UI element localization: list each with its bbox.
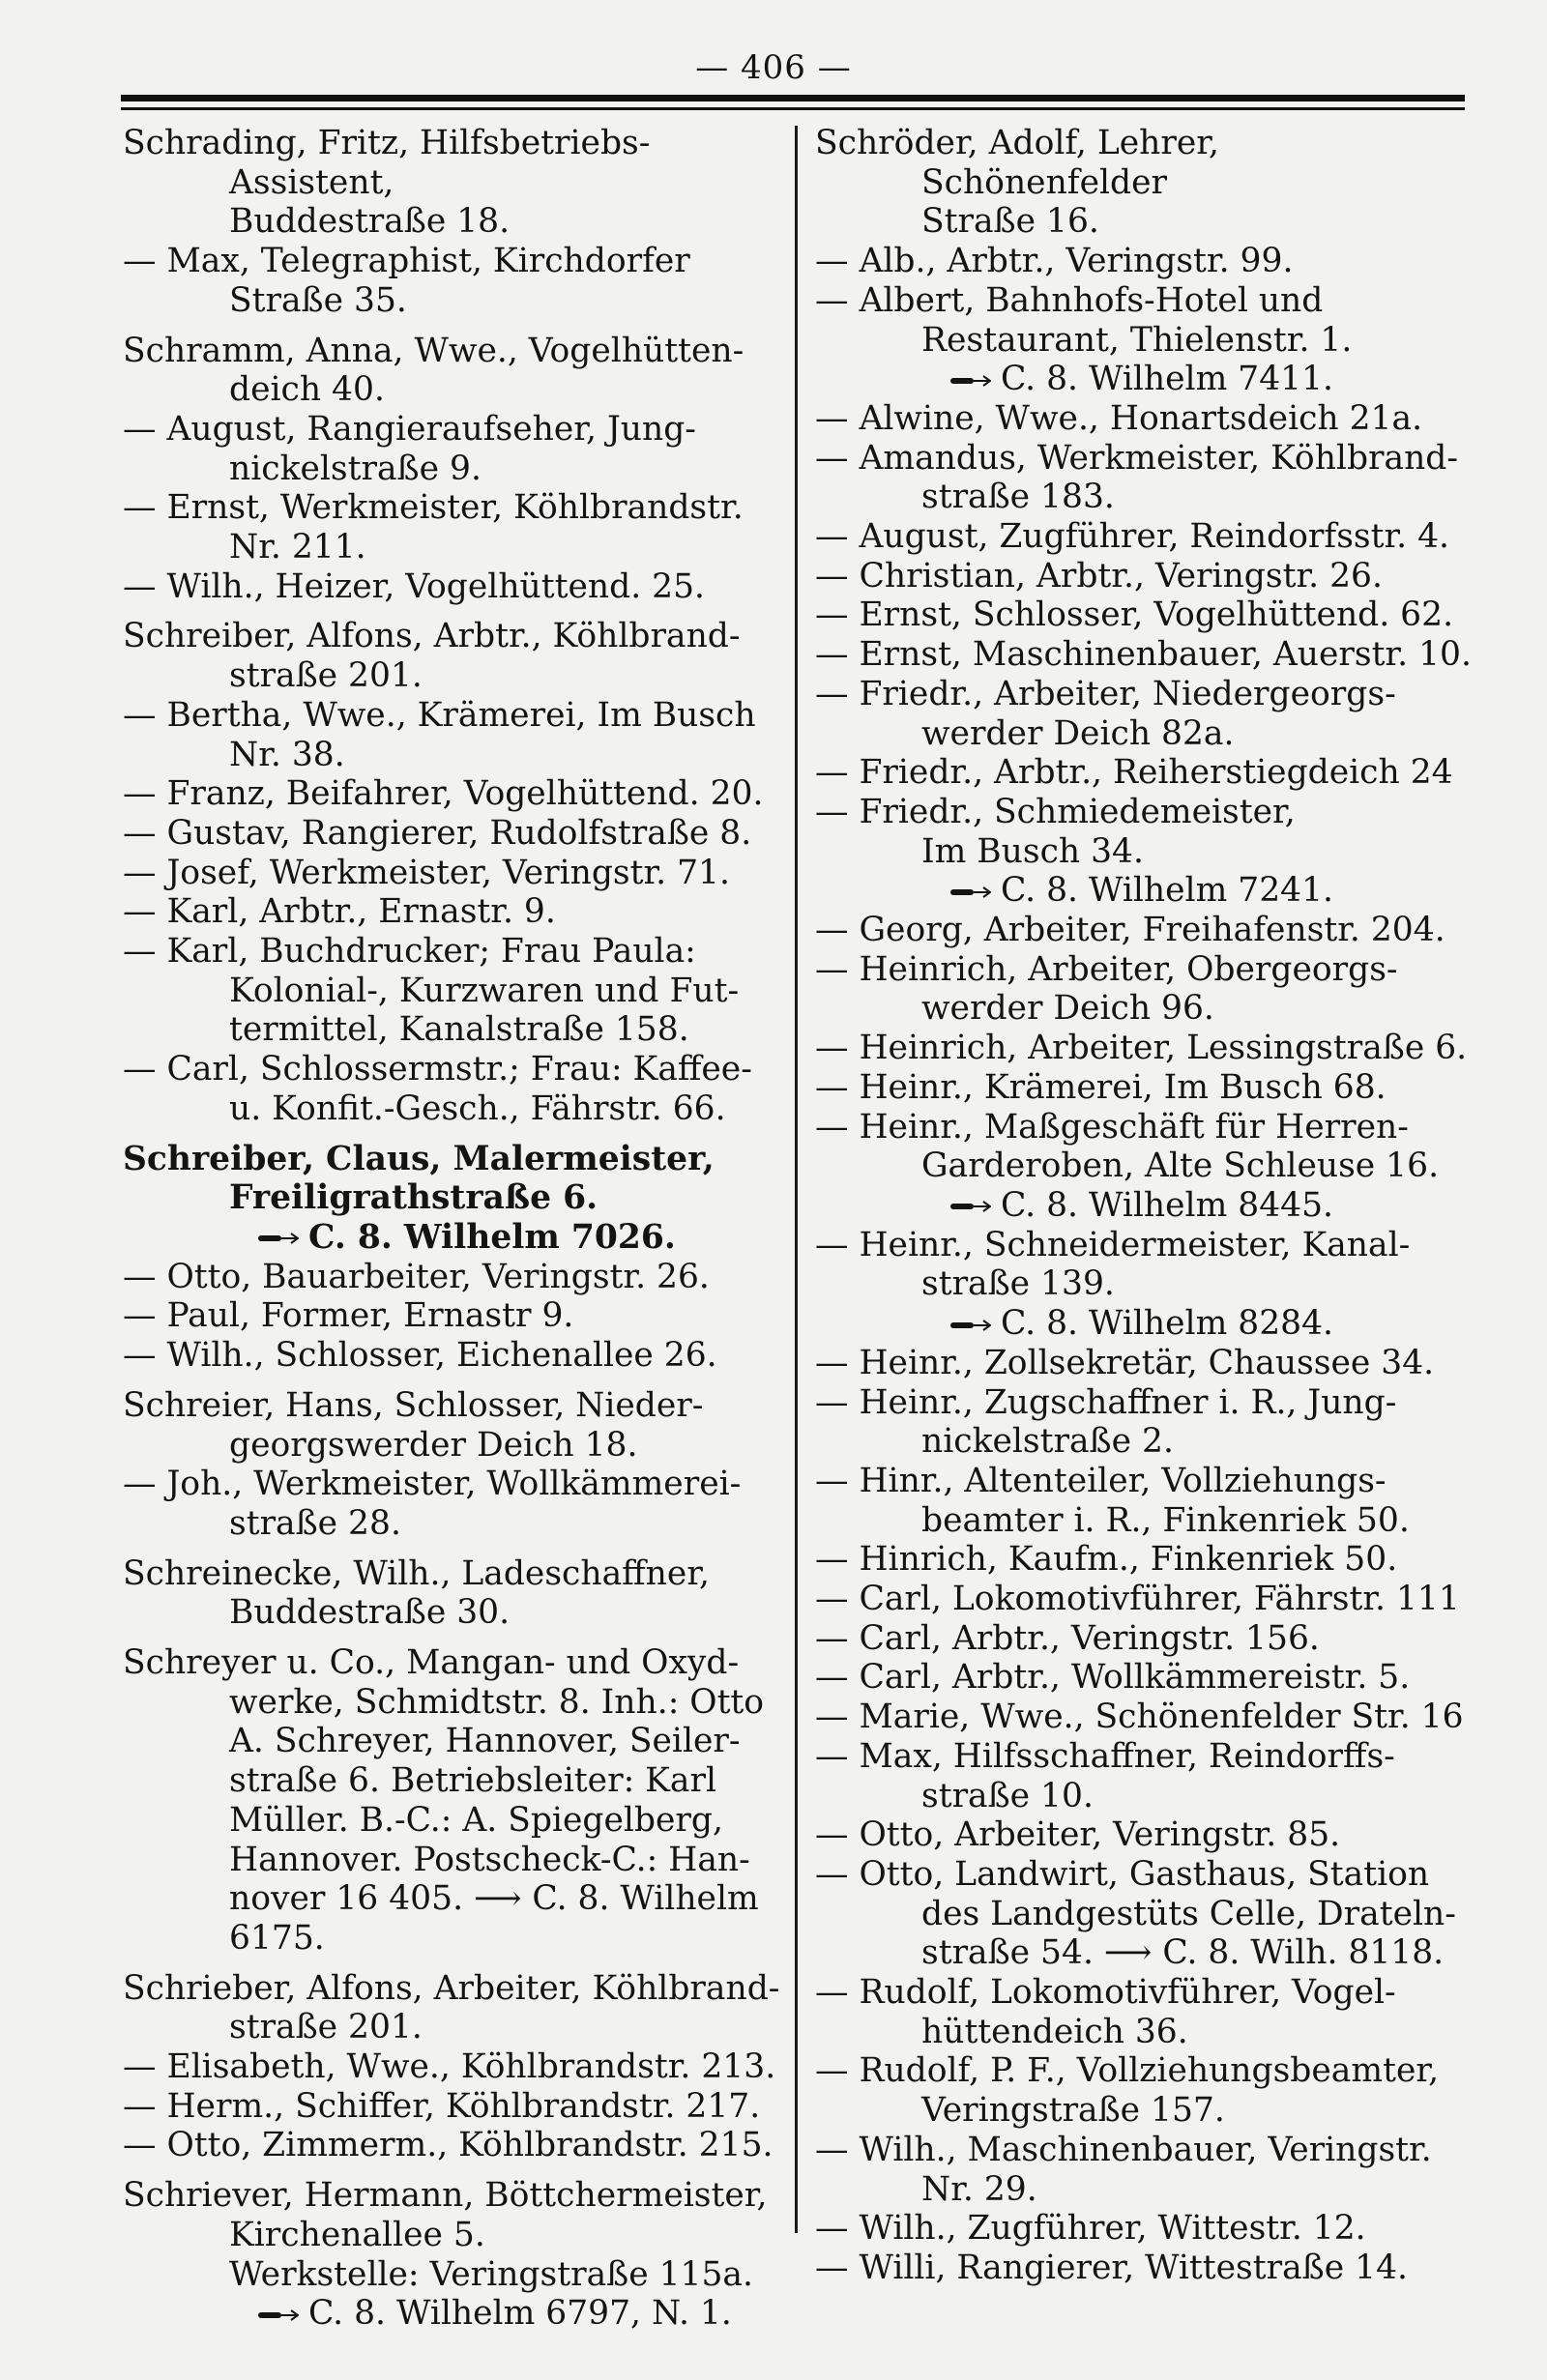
entry-line: Straße 16. (921, 202, 1099, 242)
entry-line: — Friedr., Arbeiter, Niedergeorgs- (815, 674, 1396, 713)
entry-line: hüttendeich 36. (921, 2012, 1188, 2051)
directory-entry (815, 557, 1473, 596)
telephone-line (921, 871, 1473, 911)
directory-entry (815, 1855, 1473, 1973)
telephone-line (921, 1186, 1473, 1226)
entry-line: — Otto, Landwirt, Gasthaus, Station (815, 1854, 1430, 1894)
directory-entry (123, 1336, 780, 1376)
telephone-icon (950, 375, 991, 387)
directory-entry (815, 950, 1473, 1029)
entry-line: — Max, Telegraphist, Kirchdorfer (123, 242, 690, 281)
directory-entry (815, 517, 1473, 557)
entry-line: — Ernst, Werkmeister, Köhlbrandstr. (123, 488, 744, 528)
entry-line: Hannover. Postscheck-C.: Han- (229, 1840, 750, 1879)
directory-entry (815, 1462, 1473, 1540)
entry-line: — Christian, Arbtr., Veringstr. 26. (815, 556, 1383, 595)
entry-line: — Rudolf, Lokomotivführer, Vogel- (815, 1973, 1396, 2013)
entry-line: — Georg, Arbeiter, Freihafenstr. 204. (815, 911, 1445, 950)
entry-line: Garderoben, Alte Schleuse 16. (921, 1146, 1440, 1186)
entry-line: Kolonial-, Kurzwaren und Fut- (229, 971, 740, 1010)
directory-entry (815, 1658, 1473, 1698)
directory-entry (815, 399, 1473, 439)
directory-entry (815, 2131, 1473, 2209)
entry-line: Restaurant, Thielenstr. 1. (921, 320, 1353, 360)
entry-line: — Karl, Buchdrucker; Frau Paula: (123, 932, 696, 972)
entry-line: — Ernst, Maschinenbauer, Auerstr. 10. (815, 635, 1472, 675)
directory-entry (123, 124, 780, 242)
directory-entry (815, 595, 1473, 635)
left-column (123, 124, 780, 2334)
entry-line: — Karl, Arbtr., Ernastr. 9. (123, 892, 556, 932)
entry-line: — Heinrich, Arbeiter, Lessingstraße 6. (815, 1029, 1468, 1068)
entry-line: nickelstraße 2. (921, 1422, 1174, 1462)
entry-line: straße 183. (921, 478, 1115, 517)
directory-entry (815, 439, 1473, 517)
entry-line: — Heinr., Zollsekretär, Chaussee 34. (815, 1343, 1435, 1382)
directory-entry (815, 675, 1473, 753)
telephone-icon (258, 1233, 299, 1244)
entry-line: Buddestraße 30. (229, 1593, 511, 1633)
entry-line: — Otto, Zimmerm., Köhlbrandstr. 215. (123, 2126, 774, 2165)
entry-line: — Albert, Bahnhofs-Hotel und (815, 280, 1324, 320)
entry-line: — Marie, Wwe., Schönenfelder Str. 16 (815, 1698, 1464, 1737)
entry-line: — Carl, Schlossermstr.; Frau: Kaffee- (123, 1050, 752, 1089)
telephone-icon (950, 1201, 991, 1212)
entry-line: — Otto, Arbeiter, Veringstr. 85. (815, 1815, 1341, 1855)
telephone-line (229, 2294, 780, 2334)
entry-line: — Alwine, Wwe., Honartsdeich 21a. (815, 398, 1423, 438)
entry-line: — Willi, Rangierer, Wittestraße 14. (815, 2248, 1408, 2287)
entry-line: nickelstraße 9. (229, 449, 482, 488)
entry-line: — Wilh., Maschinenbauer, Veringstr. (815, 2130, 1432, 2169)
entry-line: Buddestraße 18. (229, 202, 511, 242)
entry-line: Nr. 38. (229, 735, 345, 774)
entry-line: — Heinr., Krämerei, Im Busch 68. (815, 1067, 1386, 1107)
directory-entry (123, 932, 780, 1050)
directory-entry (123, 1050, 780, 1128)
entry-line: — Josef, Werkmeister, Veringstr. 71. (123, 853, 730, 892)
entry-line: 6175. (229, 1918, 325, 1958)
entry-line: — August, Rangieraufseher, Jung- (123, 409, 696, 449)
telephone-line (229, 1218, 780, 1258)
entry-line: — Carl, Arbtr., Wollkämmereistr. 5. (815, 1658, 1411, 1698)
entry-line: Schriever, Hermann, Böttchermeister, (123, 2176, 768, 2216)
entry-line: nover 16 405. ⟶ C. 8. Wilhelm (229, 1879, 759, 1919)
directory-entry (123, 410, 780, 488)
directory-entry (815, 1108, 1473, 1226)
entry-line: — Wilh., Schlosser, Eichenallee 26. (123, 1336, 717, 1376)
telephone-number: C. 8. Wilhelm 7411. (1001, 360, 1334, 399)
entry-line: straße 139. (921, 1264, 1115, 1304)
entry-line: — Ernst, Schlosser, Vogelhüttend. 62. (815, 595, 1454, 635)
directory-entry (815, 793, 1473, 911)
entry-line: beamter i. R., Finkenriek 50. (921, 1500, 1410, 1540)
entry-line: — Heinr., Schneidermeister, Kanal- (815, 1225, 1411, 1264)
telephone-line (921, 360, 1473, 399)
directory-entry (815, 242, 1473, 281)
entry-line: — Paul, Former, Ernastr 9. (123, 1296, 574, 1336)
directory-entry (815, 2209, 1473, 2249)
entry-line: werder Deich 82a. (921, 713, 1235, 753)
directory-entry (123, 2176, 780, 2334)
directory-entry (123, 242, 780, 320)
telephone-number: C. 8. Wilhelm 8445. (1001, 1185, 1334, 1225)
column-divider (795, 126, 798, 2233)
entry-line: — Heinr., Zugschaffner i. R., Jung- (815, 1382, 1397, 1422)
entry-line: — Friedr., Arbtr., Reiherstiegdeich 24 (815, 753, 1453, 793)
entry-line: Freiligrathstraße 6. (229, 1178, 598, 1218)
entry-line: Nr. 29. (921, 2169, 1037, 2209)
entry-line: straße 201. (229, 656, 423, 696)
telephone-icon (950, 1320, 991, 1331)
entry-line: Schreier, Hans, Schlosser, Nieder- (123, 1385, 704, 1425)
entry-line: — Heinrich, Arbeiter, Obergeorgs- (815, 949, 1398, 989)
entry-line: georgswerder Deich 18. (229, 1425, 638, 1465)
directory-entry (815, 1815, 1473, 1855)
directory-entry (815, 753, 1473, 793)
telephone-number: C. 8. Wilhelm 6797, N. 1. (308, 2294, 732, 2334)
entry-line: deich 40. (229, 370, 385, 410)
entry-line: — Herm., Schiffer, Köhlbrandstr. 217. (123, 2086, 761, 2126)
directory-entry (815, 1698, 1473, 1737)
entry-line: — Wilh., Zugführer, Wittestr. 12. (815, 2209, 1366, 2249)
directory-entry (123, 2047, 780, 2087)
entry-line: — Rudolf, P. F., Vollziehungsbeamter, (815, 2051, 1440, 2091)
entry-line: — Hinr., Altenteiler, Vollziehungs- (815, 1461, 1386, 1500)
entry-line: — August, Zugführer, Reindorfsstr. 4. (815, 517, 1450, 557)
entry-line: Schröder, Adolf, Lehrer, Schönenfelder (815, 124, 1219, 202)
directory-entry (815, 635, 1473, 675)
directory-entry (123, 696, 780, 774)
directory-entry (123, 1554, 780, 1633)
header-rule-thin (121, 107, 1465, 110)
directory-entry (815, 2051, 1473, 2130)
directory-entry (123, 2126, 780, 2165)
directory-entry (815, 1068, 1473, 1108)
entry-line: werke, Schmidtstr. 8. Inh.: Otto (229, 1682, 765, 1722)
entry-line: werder Deich 96. (921, 989, 1214, 1029)
entry-line: — Heinr., Maßgeschäft für Herren- (815, 1107, 1409, 1146)
directory-entry (123, 854, 780, 893)
entry-line: Im Busch 34. (921, 831, 1144, 871)
entry-line: — Elisabeth, Wwe., Köhlbrandstr. 213. (123, 2047, 776, 2087)
directory-entry (815, 281, 1473, 399)
directory-entry (123, 774, 780, 814)
entry-line: straße 28. (229, 1503, 401, 1543)
directory-entry (815, 1540, 1473, 1580)
entry-line: — Otto, Bauarbeiter, Veringstr. 26. (123, 1257, 710, 1296)
entry-line: straße 6. Betriebsleiter: Karl (229, 1761, 717, 1801)
telephone-icon (950, 886, 991, 898)
entry-line: — Friedr., Schmiedemeister, (815, 792, 1296, 831)
entry-line: straße 201. (229, 2008, 423, 2047)
entry-line: — Gustav, Rangierer, Rudolfstraße 8. (123, 813, 752, 853)
entry-line: — Alb., Arbtr., Veringstr. 99. (815, 242, 1294, 281)
entry-line: Schreyer u. Co., Mangan- und Oxyd- (123, 1643, 740, 1683)
directory-entry (815, 911, 1473, 950)
telephone-icon (258, 2309, 299, 2321)
entry-line: Schrading, Fritz, Hilfsbetriebs-Assistent, (123, 124, 651, 202)
entry-line: Schreiber, Alfons, Arbtr., Köhlbrand- (123, 617, 741, 656)
entry-line: u. Konfit.-Gesch., Fährstr. 66. (229, 1088, 726, 1128)
entry-line: Müller. B.-C.: A. Spiegelberg, (229, 1800, 723, 1840)
telephone-number: C. 8. Wilhelm 7241. (1001, 871, 1334, 911)
directory-entry (123, 567, 780, 607)
directory-entry (123, 1140, 780, 1258)
entry-line: — Wilh., Heizer, Vogelhüttend. 25. (123, 566, 706, 606)
directory-entry (815, 1737, 1473, 1815)
directory-entry (815, 1029, 1473, 1068)
header-rule (121, 95, 1465, 102)
entry-line: Schrieber, Alfons, Arbeiter, Köhlbrand- (123, 1968, 780, 2008)
telephone-number: C. 8. Wilhelm 7026. (308, 1217, 676, 1257)
directory-entry (123, 892, 780, 932)
entry-line: termittel, Kanalstraße 158. (229, 1010, 689, 1050)
entry-line: Schreinecke, Wilh., Ladeschaffner, (123, 1553, 710, 1593)
page-number: — 406 — (695, 48, 852, 87)
directory-entry (815, 1973, 1473, 2051)
entry-line: straße 54. ⟶ C. 8. Wilh. 8118. (921, 1933, 1445, 1973)
directory-entry (123, 814, 780, 854)
entry-line: Nr. 211. (229, 528, 366, 567)
entry-line: Werkstelle: Veringstraße 115a. (229, 2254, 753, 2294)
telephone-line (921, 1304, 1473, 1344)
entry-line: — Franz, Beifahrer, Vogelhüttend. 20. (123, 774, 764, 814)
directory-entry (123, 1296, 780, 1336)
directory-entry (123, 1969, 780, 2047)
entry-line: Veringstraße 157. (921, 2091, 1225, 2131)
directory-entry (815, 1580, 1473, 1619)
directory-entry (123, 1386, 780, 1465)
entry-line: — Max, Hilfsschaffner, Reindorffs- (815, 1736, 1395, 1776)
directory-entry (815, 1619, 1473, 1659)
directory-entry (815, 1226, 1473, 1344)
entry-line: Schreiber, Claus, Malermeister, (123, 1139, 715, 1178)
directory-entry (123, 1258, 780, 1297)
entry-line: — Carl, Lokomotivführer, Fährstr. 111 (815, 1580, 1460, 1619)
entry-line: Kirchenallee 5. (229, 2215, 485, 2254)
entry-line: — Carl, Arbtr., Veringstr. 156. (815, 1618, 1320, 1658)
entry-line: — Bertha, Wwe., Krämerei, Im Busch (123, 695, 756, 735)
entry-line: — Joh., Werkmeister, Wollkämmerei- (123, 1465, 742, 1504)
directory-entry (123, 617, 780, 695)
telephone-number: C. 8. Wilhelm 8284. (1001, 1304, 1334, 1344)
entry-line: Straße 35. (229, 280, 407, 320)
directory-entry (815, 1383, 1473, 1462)
right-column (815, 124, 1473, 2288)
entry-line: des Landgestüts Celle, Drateln- (921, 1894, 1456, 1933)
directory-entry (123, 1465, 780, 1543)
entry-line: — Hinrich, Kaufm., Finkenriek 50. (815, 1540, 1398, 1580)
entry-line: Schramm, Anna, Wwe., Vogelhütten- (123, 331, 744, 370)
directory-entry (123, 1643, 780, 1959)
directory-entry (123, 2087, 780, 2127)
entry-line: — Amandus, Werkmeister, Köhlbrand- (815, 438, 1459, 478)
directory-entry (123, 332, 780, 410)
directory-entry (815, 2249, 1473, 2288)
entry-line: straße 10. (921, 1776, 1094, 1815)
directory-entry (123, 488, 780, 566)
directory-entry (815, 124, 1473, 242)
entry-line: A. Schreyer, Hannover, Seiler- (229, 1722, 741, 1761)
directory-entry (815, 1344, 1473, 1383)
